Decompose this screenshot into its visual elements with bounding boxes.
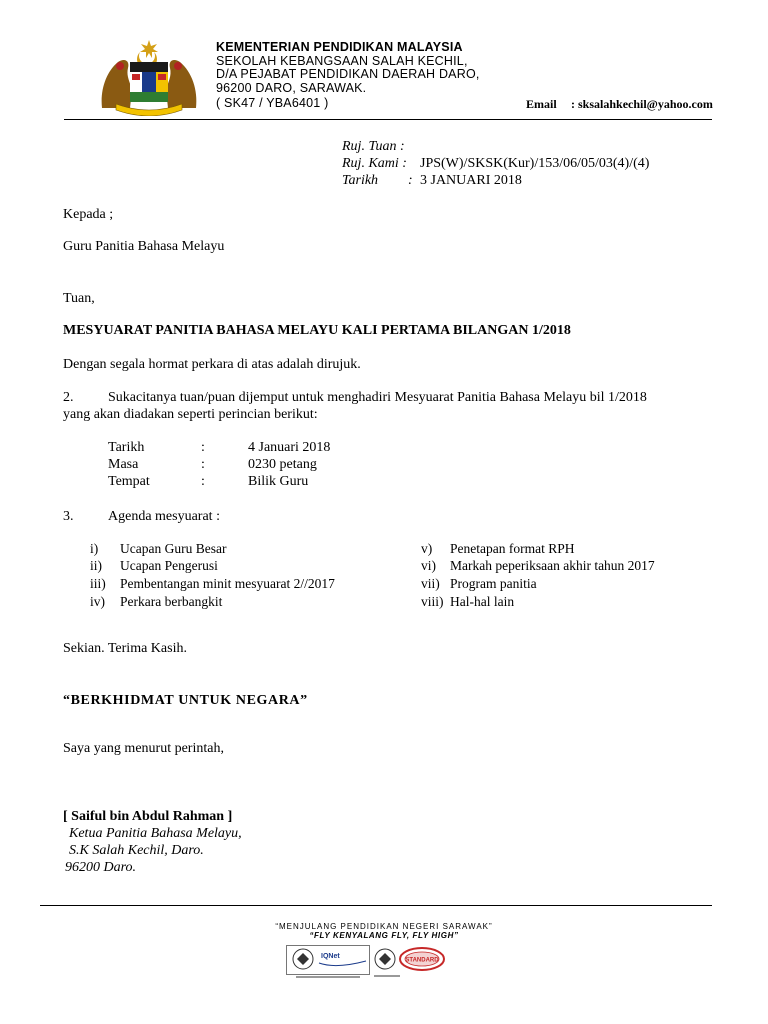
sirim-certification-logo <box>286 945 370 981</box>
paragraph-2-number: 2. <box>63 390 74 405</box>
detail-colon: : <box>201 474 205 489</box>
detail-colon: : <box>201 440 205 455</box>
agenda-item: Program panitia <box>450 576 537 591</box>
detail-label: Tarikh <box>108 440 145 455</box>
footer-slogan-2: “FLY KENYALANG FLY, FLY HIGH” <box>309 931 459 940</box>
paragraph-1: Dengan segala hormat perkara di atas adalah dirujuk. <box>63 357 361 372</box>
detail-label: Tempat <box>108 474 150 489</box>
signatory-name: [ Saiful bin Abdul Rahman ] <box>63 809 233 824</box>
closing: Sekian. Terima Kasih. <box>63 641 187 656</box>
detail-value: Bilik Guru <box>248 474 309 489</box>
signatory-title: Ketua Panitia Bahasa Melayu, <box>69 826 242 841</box>
tarikh-value: 3 JANUARI 2018 <box>420 173 522 188</box>
school-name: SEKOLAH KEBANGSAAN SALAH KECHIL, <box>216 54 468 68</box>
ruj-tuan-label: Ruj. Tuan : <box>342 139 405 154</box>
iqnet-logo-text: IQNet <box>321 953 340 960</box>
header-divider <box>64 119 712 120</box>
agenda-item: Markah peperiksaan akhir tahun 2017 <box>450 558 655 573</box>
ministry-name: KEMENTERIAN PENDIDIKAN MALAYSIA <box>216 40 463 54</box>
signatory-postcode: 96200 Daro. <box>65 860 137 875</box>
agenda-item: Penetapan format RPH <box>450 541 575 556</box>
motto: “BERKHIDMAT UNTUK NEGARA” <box>63 693 308 708</box>
agenda-item: Pembentangan minit mesyuarat 2//2017 <box>120 576 335 591</box>
ruj-kami-value: JPS(W)/SKSK(Kur)/153/06/05/03(4)/(4) <box>420 156 650 171</box>
recipient: Guru Panitia Bahasa Melayu <box>63 239 225 254</box>
agenda-item: Ucapan Guru Besar <box>120 541 227 556</box>
detail-value: 4 Januari 2018 <box>248 440 331 455</box>
tarikh-colon: : <box>408 173 413 188</box>
agenda-number: iii) <box>90 576 106 591</box>
agenda-number: ii) <box>90 558 102 573</box>
detail-colon: : <box>201 457 205 472</box>
agenda-item: Ucapan Pengerusi <box>120 558 218 573</box>
letter-subject: MESYUARAT PANITIA BAHASA MELAYU KALI PERTAMA BILANGAN 1/2018 <box>63 323 571 338</box>
detail-value: 0230 petang <box>248 457 317 472</box>
agenda-number: vi) <box>421 558 436 573</box>
signatory-school: S.K Salah Kechil, Daro. <box>69 843 204 858</box>
school-codes: ( SK47 / YBA6401 ) <box>216 96 329 110</box>
agenda-number: i) <box>90 541 99 556</box>
kepada-label: Kepada ; <box>63 207 114 222</box>
agenda-number: v) <box>421 541 433 556</box>
coat-of-arms-logo <box>96 38 202 116</box>
detail-label: Masa <box>108 457 139 472</box>
paragraph-3-number: 3. <box>63 509 74 524</box>
standard-certification-logo <box>370 945 450 981</box>
paragraph-3-text: Agenda mesyuarat : <box>108 509 220 524</box>
tarikh-label: Tarikh <box>342 173 379 188</box>
standard-badge-text: STANDARD <box>405 957 439 964</box>
agenda-number: viii) <box>421 594 444 609</box>
yours-faithfully: Saya yang menurut perintah, <box>63 741 224 756</box>
paragraph-2-line-1: Sukacitanya tuan/puan dijemput untuk menghadiri Mesyuarat Panitia Bahasa Melayu bil 1/2018 <box>108 390 647 405</box>
footer-slogan-1: “MENJULANG PENDIDIKAN NEGERI SARAWAK” <box>275 922 493 931</box>
salutation: Tuan, <box>63 291 95 306</box>
address-line-2: 96200 DARO, SARAWAK. <box>216 81 367 95</box>
address-line-1: D/A PEJABAT PENDIDIKAN DAERAH DARO, <box>216 67 480 81</box>
agenda-item: Perkara berbangkit <box>120 594 223 609</box>
email-label: Email <box>526 97 557 111</box>
paragraph-2-line-2: yang akan diadakan seperti perincian berikut: <box>63 407 318 422</box>
agenda-number: vii) <box>421 576 440 591</box>
footer-divider <box>40 905 712 906</box>
agenda-item: Hal-hal lain <box>450 594 515 609</box>
email-value[interactable]: : sksalahkechil@yahoo.com <box>571 97 713 111</box>
agenda-number: iv) <box>90 594 105 609</box>
ruj-kami-label: Ruj. Kami : <box>342 156 407 171</box>
